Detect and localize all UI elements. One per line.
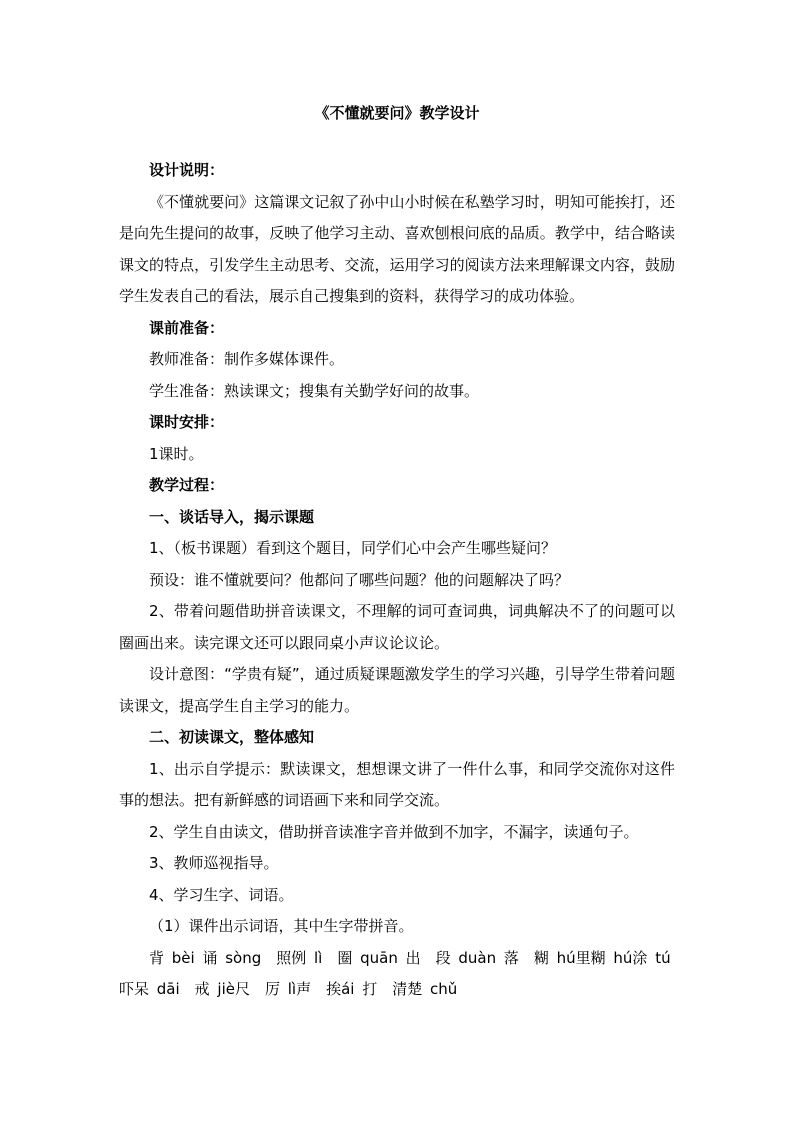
section-heading-schedule: 课时安排： [149, 413, 225, 431]
section-heading-design-notes: 设计说明： [149, 161, 225, 179]
paragraph-design-description: 《不懂就要问》这篇课文记叙了孙中山小时候在私塾学习时，明知可能挨打，还是向先生提问的故事，反映了他学习主动、喜欢刨根问底的品质。教学中，结合略读课文的特点，引发学生主动思考、交流，运用学习的阅读方法来理解课文内容，鼓励学生发表自己的看法，展示自己搜集到的资料，获得学习的成功体验。 [119, 192, 675, 305]
paragraph-step2-item2: 2、学生自由读文，借助拼音读准字音并做到不加字，不漏字，读通句子。 [149, 822, 639, 841]
step-heading-introduction: 一、谈话导入，揭示课题 [149, 507, 315, 526]
paragraph-schedule: 1课时。 [149, 444, 204, 463]
document-body [119, 155, 686, 1006]
paragraph-step2-item4: 4、学习生字、词语。 [149, 885, 294, 904]
vocabulary-pinyin-line: 背 bèi 诵 sòng 照例 lì 圈 quān 出 段 duàn 落 糊 hú里糊 hú涂 tú 吓呆 dāi 戒 jiè尺 厉 lì声 挨ái 打 清楚 chǔ [119, 948, 686, 998]
paragraph-step1-preset: 预设：谁不懂就要问？他都问了哪些问题？他的问题解决了吗？ [149, 570, 570, 589]
step-heading-first-reading: 二、初读课文，整体感知 [149, 728, 315, 746]
paragraph-student-prep: 学生准备：熟读课文；搜集有关勤学好问的故事。 [149, 381, 480, 400]
document-title: 《不懂就要问》教学设计 [314, 104, 480, 122]
paragraph-teacher-prep: 教师准备：制作多媒体课件。 [149, 350, 345, 368]
paragraph-step1-item1: 1、（板书课题）看到这个题目，同学们心中会产生哪些疑问？ [149, 539, 557, 557]
paragraph-step1-item2: 2、带着问题借助拼音读课文，不理解的词可查词典，词典解决不了的问题可以圈画出来。读完课文还可以跟同桌小声议论议论。 [119, 602, 675, 652]
section-heading-preparation: 课前准备： [149, 318, 225, 337]
paragraph-step2-item3: 3、教师巡视指导。 [149, 854, 279, 872]
paragraph-step2-item1: 1、出示自学提示：默读课文，想想课文讲了一件什么事，和同学交流你对这件事的想法。把有新鲜感的词语画下来和同学交流。 [119, 759, 675, 809]
paragraph-step1-intent: 设计意图：“学贵有疑”，通过质疑课题激发学生的学习兴趣，引导学生带着问题读课文，提高学生自主学习的能力。 [119, 665, 675, 715]
section-heading-process: 教学过程： [149, 476, 225, 494]
paragraph-step2-subitem1: （1）课件出示词语，其中生字带拼音。 [149, 917, 414, 935]
